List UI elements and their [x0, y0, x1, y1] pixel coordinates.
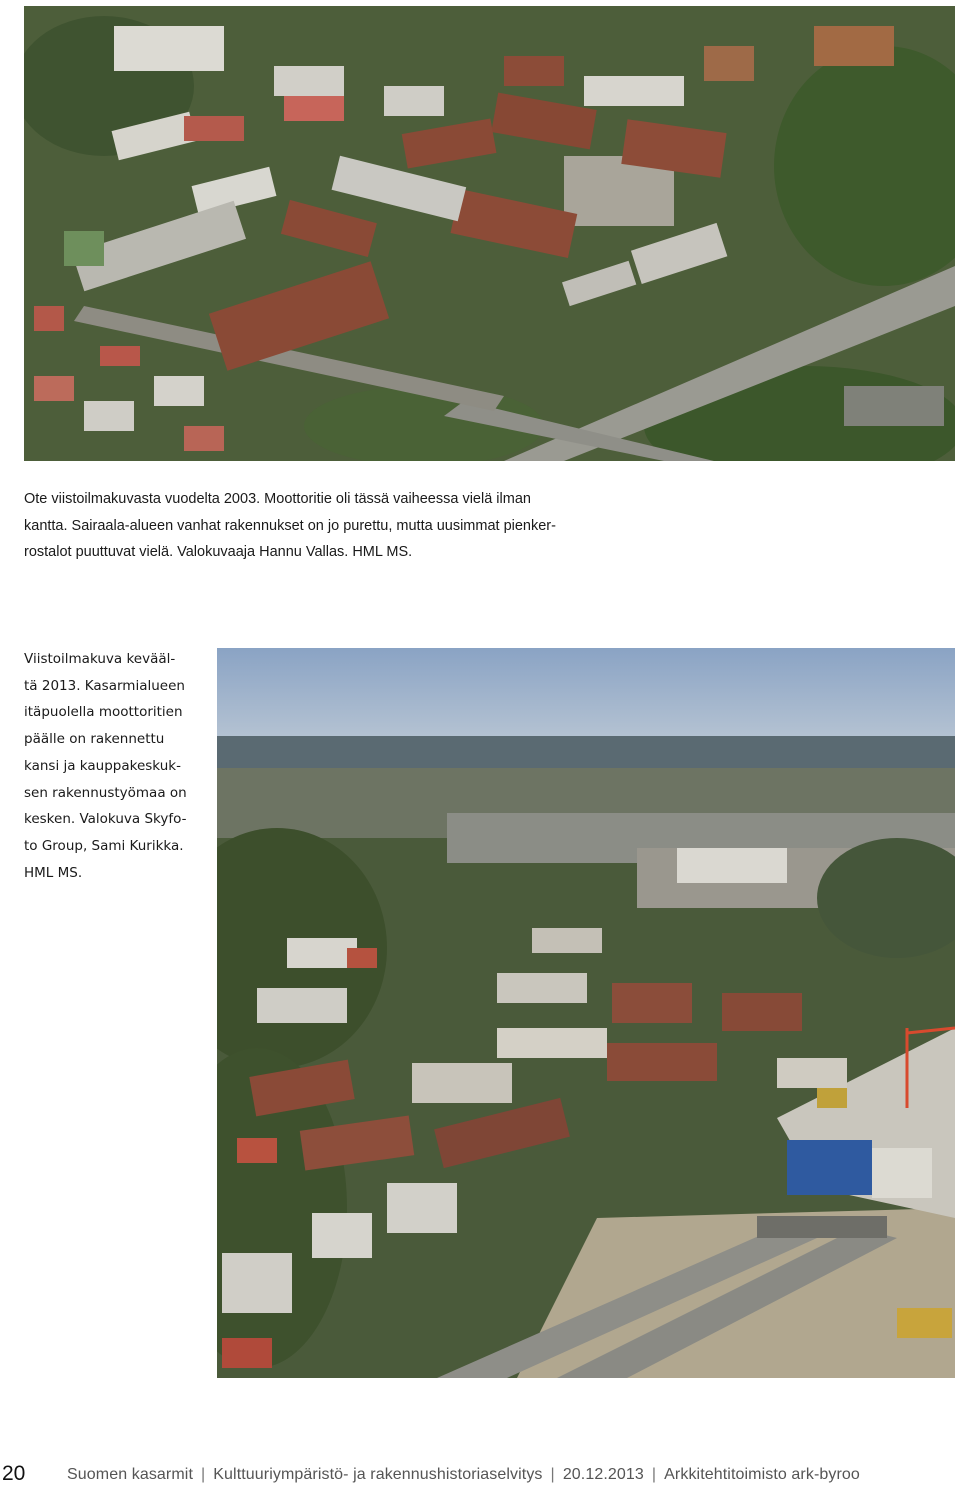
caption-line: kantta. Sairaala-alueen vanhat rakennukset on jo purettu, mutta uusimmat pienker-: [24, 517, 556, 534]
page-number: 20: [2, 1462, 26, 1485]
footer-separator: |: [651, 1466, 657, 1483]
caption-line: tä 2013. Kasarmialueen: [24, 677, 185, 694]
footer-running-title: [67, 1466, 860, 1484]
caption-line: kansi ja kauppakeskuk-: [24, 757, 181, 774]
footer-date: 20.12.2013: [562, 1466, 644, 1483]
aerial-photo-2003: [24, 6, 955, 461]
aerial-photo-2013: [217, 648, 955, 1378]
footer-author: Arkkitehtitoimisto ark-byroo: [664, 1466, 860, 1483]
caption-line: itäpuolella moottoritien: [24, 704, 183, 721]
photo-caption-2013: [24, 646, 204, 886]
caption-line: rostalot puuttuvat vielä. Valokuvaaja Hannu Vallas. HML MS.: [24, 544, 413, 560]
footer-report-title: Kulttuuriympäristö- ja rakennushistoriaselvitys: [213, 1466, 543, 1483]
caption-line: kesken. Valokuva Skyfo-: [24, 811, 187, 828]
caption-line: päälle on rakennettu: [24, 731, 165, 748]
page-footer: [0, 1458, 960, 1490]
footer-separator: |: [201, 1466, 206, 1483]
caption-line: Ote viistoilmakuvasta vuodelta 2003. Moottoritie oli tässä vaiheessa vielä ilman: [24, 491, 531, 507]
footer-separator: |: [550, 1466, 555, 1483]
photo-caption-2003: [24, 486, 584, 566]
caption-line: Viistoilmakuva kevääl-: [24, 651, 176, 667]
caption-line: to Group, Sami Kurikka.: [24, 837, 184, 854]
caption-line: sen rakennustyömaa on: [24, 784, 187, 801]
caption-line: HML MS.: [24, 864, 83, 881]
footer-publication-title: Suomen kasarmit: [67, 1466, 193, 1483]
